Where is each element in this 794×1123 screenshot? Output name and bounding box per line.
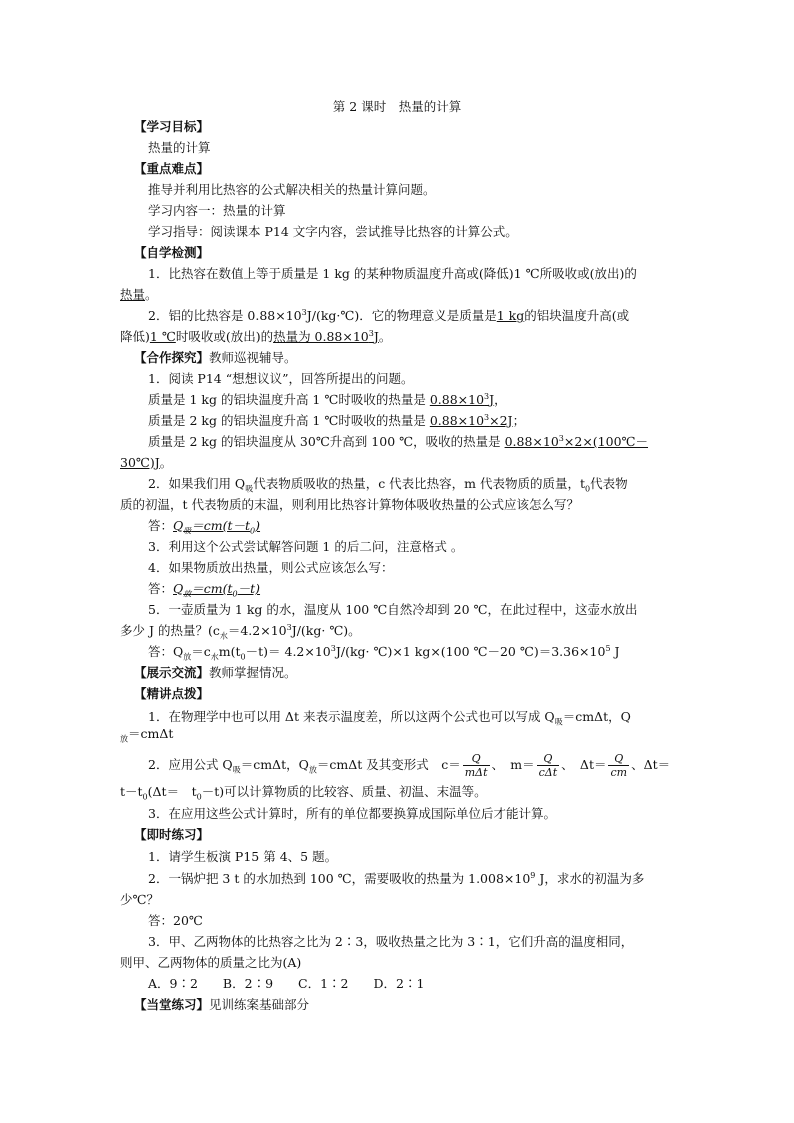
text-fragment: 热量为 0.88×10 <box>273 329 369 344</box>
superscript: 5 <box>605 643 611 653</box>
text-fragment: 2．如果我们用 Q <box>148 476 246 491</box>
subscript: 放 <box>120 734 128 744</box>
text-fragment: ； <box>512 413 526 428</box>
subscript: 0 <box>142 792 148 802</box>
superscript: 3 <box>301 307 307 317</box>
text-line <box>134 347 694 369</box>
text-fragment: ＝4.2×10 <box>227 623 287 638</box>
superscript: 3 <box>484 391 490 401</box>
text-fragment: J/(kg·℃)．它的物理意义是质量是 <box>306 308 497 323</box>
text-line <box>134 994 694 1016</box>
text-fragment: 0.88×10 <box>429 392 485 407</box>
text-fragment: 2．铝的比热容是 0.88×10 <box>148 308 302 323</box>
text-line <box>148 305 708 327</box>
fraction-denominator: cΔt <box>538 766 558 779</box>
text-fragment: 答： <box>148 518 174 533</box>
text-line: 1．比热容在数值上等于质量是 1 kg 的某种物质温度升高或(降低)1 ℃所吸收或(放出)的 <box>148 266 637 281</box>
subscript: 吸 <box>554 717 563 727</box>
text-fragment: 教师掌握情况。 <box>209 665 297 680</box>
text-fragment: ＝c <box>191 644 211 659</box>
section-heading-practice: 【即时练习】 <box>134 827 210 842</box>
text-fragment: ) <box>255 518 261 533</box>
text-fragment: ＝cmΔt，Q <box>562 709 631 724</box>
text-fragment: J，求水的初温为多 <box>535 871 645 886</box>
answer-blank: 1 ℃ <box>149 329 176 344</box>
text-fragment: 多少 J 的热量？(c <box>120 623 220 638</box>
text-fragment: 质量是 2 kg 的铝块温度升高 1 ℃时吸收的热量是 <box>148 413 430 428</box>
subscript: 放 <box>183 589 192 599</box>
formula-line <box>148 752 708 779</box>
text-fragment: 见训练案基础部分 <box>209 997 310 1012</box>
text-fragment: 1．在物理学中也可以用 Δt 来表示温度差，所以这两个公式也可以写成 Q <box>148 709 555 724</box>
text-line <box>134 662 694 684</box>
text-line <box>148 431 708 453</box>
text-fragment: J <box>373 329 379 344</box>
fraction-numerator: Q <box>537 752 560 766</box>
text-line: 1．阅读 P14 “想想议议”，回答所提出的问题。 <box>148 371 414 386</box>
text-fragment: J <box>610 644 620 659</box>
text-fragment: t－t <box>120 784 143 799</box>
superscript: 3 <box>558 433 564 443</box>
answer-options: A．9∶2 B．2∶9 C．1∶2 D．2∶1 <box>148 976 425 991</box>
text-fragment: 质量是 1 kg 的铝块温度升高 1 ℃时吸收的热量是 <box>148 392 430 407</box>
answer-blank <box>173 581 261 599</box>
page-title: 第 2 课时 热量的计算 <box>332 99 462 114</box>
section-heading-self-check: 【自学检测】 <box>134 245 210 260</box>
text-fragment: －t)可以计算物质的比较容、质量、初温、末温等。 <box>201 784 487 799</box>
superscript: 3 <box>286 622 292 632</box>
text-fragment: 2．应用公式 Q <box>148 757 233 772</box>
answer-blank: 30℃)J <box>120 455 160 470</box>
section-heading-explain: 【精讲点拨】 <box>134 686 210 701</box>
text-fragment: 、 Δt＝ <box>561 757 607 772</box>
subscript: 吸 <box>183 526 192 536</box>
text-fragment: 教师巡视辅导。 <box>209 350 297 365</box>
text-line <box>148 389 708 411</box>
text-fragment: 0.88×10 <box>429 413 485 428</box>
text-fragment: 时吸收或(放出)的 <box>175 329 274 344</box>
text-line: 3．甲、乙两物体的比热容之比为 2∶3，吸收热量之比为 3∶1，它们升高的温度相同， <box>148 934 634 949</box>
subscript: 吸 <box>232 765 241 775</box>
fraction-denominator: cm <box>610 766 628 779</box>
text-fragment: 答： <box>148 581 174 596</box>
text-line <box>120 781 680 803</box>
text-line: 3．利用这个公式尝试解答问题 1 的后二问，注意格式 。 <box>148 539 464 554</box>
text-fragment: ＝cmΔt 及其变形式 c＝ <box>316 757 461 772</box>
subscript: 0 <box>240 652 246 662</box>
text-fragment: 。 <box>145 287 158 302</box>
text-line: 5．一壶质量为 1 kg 的水，温度从 100 ℃自然冷却到 20 ℃，在此过程中，这壶水放出 <box>148 602 638 617</box>
text-line: 4．如果物质放出热量，则公式应该怎么写： <box>148 560 394 575</box>
answer-blank <box>173 518 261 536</box>
superscript: 3 <box>368 328 374 338</box>
text-line <box>148 641 708 663</box>
text-line: 热量的计算 <box>148 140 211 155</box>
text-fragment: 代表物质吸收的热量，c 代表比热容，m 代表物质的质量，t <box>253 476 586 491</box>
text-line: 学习指导：阅读课本 P14 文字内容，尝试推导比热容的计算公式。 <box>148 224 518 239</box>
text-fragment: Q <box>173 518 184 533</box>
text-line <box>148 515 708 537</box>
text-fragment: ， <box>494 392 507 407</box>
superscript: 3 <box>484 412 490 422</box>
text-fragment: ＝cm(t－t <box>191 518 251 533</box>
text-line: 推导并利用比热容的公式解决相关的热量计算问题。 <box>148 182 436 197</box>
text-fragment: 的铝块温度升高(或 <box>524 308 630 323</box>
text-fragment: ＝cmΔt <box>128 726 174 741</box>
text-line: 答：20℃ <box>148 913 203 928</box>
text-line: 3．在应用这些公式计算时，所有的单位都要换算成国际单位后才能计算。 <box>148 806 556 821</box>
text-fragment: 、Δt＝ <box>631 757 671 772</box>
text-line: 学习内容一：热量的计算 <box>148 203 286 218</box>
subscript: 水 <box>219 631 228 641</box>
text-fragment: ×2J <box>489 413 513 428</box>
answer-blank <box>430 413 513 428</box>
text-line: 1．请学生板演 P15 第 4、5 题。 <box>148 849 338 864</box>
subscript: 放 <box>308 765 317 775</box>
text-fragment: 。 <box>159 455 173 470</box>
text-fragment: －t)＝ 4.2×10 <box>245 644 331 659</box>
section-heading-show: 【展示交流】 <box>134 665 210 680</box>
subscript: 0 <box>232 589 238 599</box>
text-fragment: 答：Q <box>148 644 184 659</box>
text-fragment: (Δt＝ t <box>147 784 197 799</box>
answer-blank: 1 kg <box>496 308 525 323</box>
fraction-c <box>463 752 490 779</box>
text-fragment: J/(kg· ℃)×1 kg×(100 ℃－20 ℃)＝3.36×10 <box>335 644 606 659</box>
superscript: 9 <box>530 870 536 880</box>
subscript: 吸 <box>245 484 254 494</box>
section-heading-key-points: 【重点难点】 <box>134 161 210 176</box>
text-fragment: m(t <box>218 644 241 659</box>
section-heading-class-exercise: 【当堂练习】 <box>134 997 210 1012</box>
text-line: 质的初温，t 代表物质的末温，则利用比热容计算物体吸收热量的公式应该怎么写？ <box>120 497 579 512</box>
text-fragment: 。 <box>378 329 392 344</box>
fraction-dt <box>608 752 629 779</box>
subscript: 0 <box>196 792 202 802</box>
subscript: 0 <box>250 526 256 536</box>
fraction-numerator: Q <box>608 752 629 766</box>
text-fragment: Q <box>173 581 184 596</box>
text-fragment: J/(kg· ℃)。 <box>291 623 361 638</box>
subscript: 放 <box>183 652 192 662</box>
text-line <box>148 410 708 432</box>
answer-blank <box>505 434 648 449</box>
answer-blank <box>430 392 494 407</box>
text-fragment: 、 m＝ <box>491 757 535 772</box>
text-fragment: 质量是 2 kg 的铝块温度从 30℃升高到 100 ℃，吸收的热量是 <box>148 434 505 449</box>
text-fragment: －t) <box>237 581 261 596</box>
fraction-denominator: mΔt <box>464 766 488 779</box>
text-line: 少℃？ <box>120 892 159 907</box>
text-fragment: ＝cm(t <box>191 581 233 596</box>
text-fragment: 2．一锅炉把 3 t 的水加热到 100 ℃，需要吸收的热量为 1.008×10 <box>148 871 531 886</box>
fraction-numerator: Q <box>463 752 490 766</box>
text-line <box>148 578 708 600</box>
text-line <box>148 473 708 495</box>
text-fragment: ×2×(100℃－ <box>563 434 649 449</box>
subscript: 水 <box>210 652 219 662</box>
answer-blank <box>273 329 379 344</box>
text-line <box>120 723 680 745</box>
text-fragment: 代表物 <box>590 476 628 491</box>
section-heading-goals: 【学习目标】 <box>134 119 210 134</box>
text-line <box>120 452 680 474</box>
text-fragment: ＝cmΔt，Q <box>240 757 309 772</box>
text-fragment: 降低) <box>120 329 150 344</box>
text-line <box>120 620 680 642</box>
subscript: 0 <box>585 484 591 494</box>
text-line <box>120 326 680 348</box>
superscript: 3 <box>330 643 336 653</box>
fraction-m <box>537 752 560 779</box>
text-fragment: 0.88×10 <box>504 434 559 449</box>
text-line: 则甲、乙两物体的质量之比为(A) <box>120 955 302 970</box>
answer-blank: 热量 <box>120 287 146 302</box>
text-fragment: J <box>489 392 495 407</box>
text-line <box>120 284 680 306</box>
section-heading-cooperate: 【合作探究】 <box>134 350 210 365</box>
text-line <box>148 868 708 890</box>
